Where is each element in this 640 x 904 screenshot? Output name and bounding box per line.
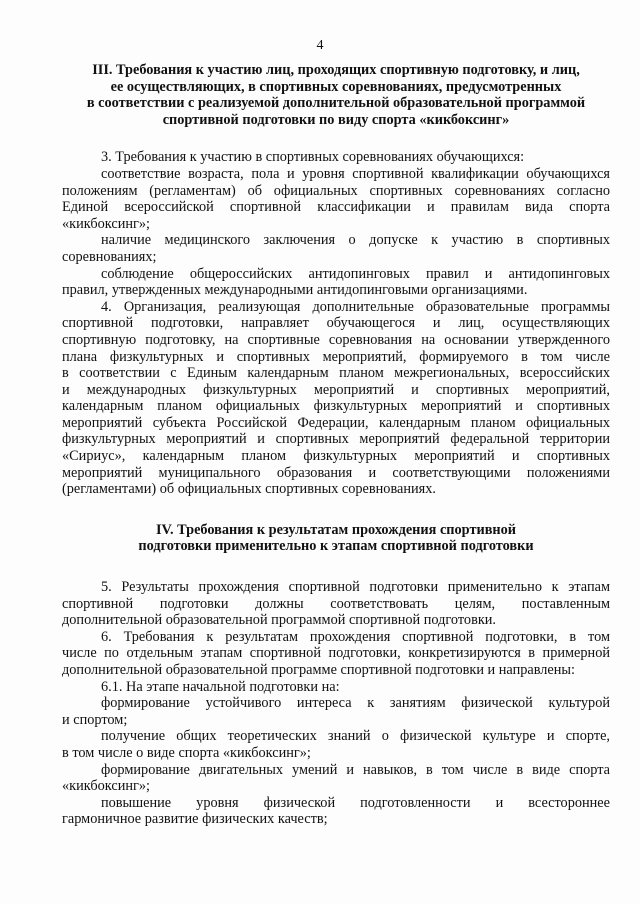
paragraph-line: 3. Требования к участию в спортивных соревнованиях обучающихся:: [101, 149, 525, 166]
paragraph-line: соревнованиях;: [62, 248, 157, 265]
document-body: [62, 62, 610, 828]
paragraph-line: правил, утвержденных международными антидопинговыми организациями.: [62, 282, 528, 299]
paragraph-line: 5. Результаты прохождения спортивной подготовки применительно к этапам: [101, 579, 610, 596]
paragraph-line: и международных физкультурных мероприятий и спортивных мероприятий,: [62, 381, 610, 398]
paragraph-line: 6.1. На этапе начальной подготовки на:: [101, 678, 340, 695]
paragraph: [62, 728, 610, 761]
paragraph-line: календарным планом официальных физкультурных мероприятий и спортивных: [62, 398, 610, 415]
paragraph-line: 4. Организация, реализующая дополнительные образовательные программы: [101, 298, 610, 315]
paragraph-line: получение общих теоретических знаний о физической культуре и спорте,: [101, 728, 610, 745]
paragraph-line: и спортом;: [62, 711, 128, 728]
paragraph-line: в соответствии с Единым календарным планом межрегиональных, всероссийских: [62, 365, 610, 382]
paragraph-line: числе по отдельным этапам спортивной подготовки, конкретизируются в примерной: [62, 645, 610, 662]
paragraph-line: формирование устойчивого интереса к занятиям физической культурой: [101, 695, 610, 712]
paragraph: [62, 166, 610, 232]
paragraph-line: наличие медицинского заключения о допуске к участию в спортивных: [101, 232, 610, 249]
paragraph-line: мероприятий субъекта Российской Федерации, календарным планом официальных: [62, 414, 610, 431]
heading-line: III. Требования к участию лиц, проходящих спортивную подготовку, и лиц,: [92, 62, 580, 78]
section-4-paragraphs: [62, 579, 610, 828]
paragraph: [62, 579, 610, 629]
paragraph-line: (регламентами) об официальных спортивных соревнованиях.: [62, 481, 436, 498]
paragraph-line: положениям (регламентам) об официальных спортивных соревнованиях согласно: [62, 182, 610, 199]
heading-line: IV. Требования к результатам прохождения спортивной: [155, 521, 517, 538]
paragraph-line: в том числе о виде спорта «кикбоксинг»;: [62, 744, 311, 761]
paragraph: [62, 299, 610, 498]
paragraph-line: соблюдение общероссийских антидопинговых правил и антидопинговых: [101, 265, 610, 282]
paragraph: [62, 629, 610, 679]
paragraph-line: «кикбоксинг»;: [62, 778, 150, 795]
paragraph-line: спортивную подготовку, на спортивные соревнования на основании утвержденного: [62, 331, 610, 348]
paragraph-line: гармоничное развитие физических качеств;: [62, 811, 328, 828]
paragraph: [62, 795, 610, 828]
paragraph: [62, 679, 610, 696]
paragraph-line: дополнительной образовательной программой спортивной подготовки.: [62, 612, 496, 629]
paragraph-line: «кикбоксинг»;: [62, 215, 150, 232]
heading-line: в соответствии с реализуемой дополнительной образовательной программой: [86, 95, 586, 112]
paragraph: [62, 695, 610, 728]
paragraph-line: спортивной подготовки, направляет обучающегося и лиц, осуществляющих: [62, 315, 610, 332]
paragraph-line: мероприятий муниципального образования и соответствующими положениями: [62, 464, 610, 481]
paragraph: [62, 266, 610, 299]
paragraph-line: физкультурных мероприятий и спортивных мероприятий федеральной территории: [62, 431, 610, 448]
paragraph: [62, 762, 610, 795]
paragraph-line: дополнительной образовательной программе спортивной подготовки и направлены:: [62, 662, 575, 678]
paragraph: [62, 232, 610, 265]
paragraph: [62, 149, 610, 166]
section-3-heading: [62, 62, 610, 128]
paragraph-line: повышение уровня физической подготовленности и всестороннее: [101, 794, 610, 811]
heading-line: ее осуществляющих, в спортивных соревнованиях, предусмотренных: [110, 78, 562, 95]
paragraph-line: Единой всероссийской спортивной классификации и правилам вида спорта: [62, 199, 610, 216]
heading-line: подготовки применительно к этапам спортивной подготовки: [138, 538, 534, 555]
section-4-heading: [62, 522, 610, 555]
paragraph-line: формирование двигательных умений и навыков, в том числе в виде спорта: [101, 761, 610, 778]
paragraph-line: соответствие возраста, пола и уровня спортивной квалификации обучающихся: [101, 165, 610, 182]
paragraph-line: спортивной подготовки должны соответствовать целям, поставленным: [62, 595, 610, 612]
section-3-paragraphs: [62, 149, 610, 497]
paragraph-line: «Сириус», календарным планом физкультурных мероприятий и спортивных: [62, 448, 610, 465]
paragraph-line: 6. Требования к результатам прохождения спортивной подготовки, в том: [101, 628, 610, 645]
paragraph-line: плана физкультурных и спортивных мероприятий, формируемого в том числе: [62, 348, 610, 365]
heading-line: спортивной подготовки по виду спорта «кикбоксинг»: [162, 111, 510, 128]
page-number: 4: [316, 38, 324, 53]
